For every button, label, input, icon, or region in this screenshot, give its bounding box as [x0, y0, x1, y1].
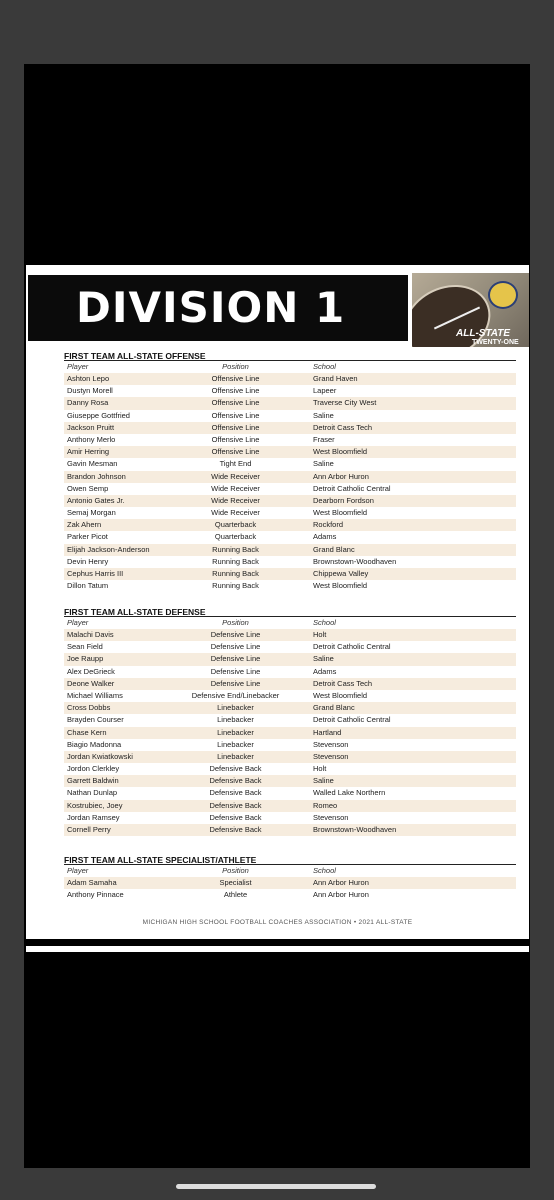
- player-school: Saline: [313, 459, 334, 469]
- player-position: Defensive End/Linebacker: [191, 690, 280, 700]
- offense-rows: [64, 373, 516, 592]
- player-name: Zak Ahern: [67, 520, 102, 530]
- table-row: [64, 556, 516, 568]
- player-school: West Bloomfield: [313, 447, 368, 457]
- player-position: Defensive Back: [209, 825, 262, 834]
- col-player: Player: [67, 618, 89, 627]
- player-position: Linebacker: [217, 727, 254, 737]
- player-position: Defensive Back: [209, 788, 262, 798]
- player-name: Devin Henry: [67, 556, 109, 566]
- player-name: Gavin Mesman: [67, 459, 118, 469]
- player-school: Stevenson: [313, 739, 349, 749]
- player-name: Brayden Courser: [67, 715, 124, 725]
- player-name: Amir Herring: [67, 447, 110, 457]
- table-row: [64, 385, 516, 397]
- player-name: Alex DeGrieck: [67, 666, 115, 676]
- player-position: Quarterback: [214, 532, 257, 542]
- table-row: [64, 458, 516, 470]
- player-position: Running Back: [212, 544, 259, 554]
- player-school: Ann Arbor Huron: [313, 890, 369, 900]
- player-position: Wide Receiver: [211, 508, 260, 518]
- player-position: Defensive Line: [210, 630, 261, 639]
- player-name: Cross Dobbs: [67, 703, 111, 713]
- col-position: Position: [222, 866, 249, 875]
- player-name: Chase Kern: [67, 727, 107, 737]
- table-row: [64, 531, 516, 543]
- player-position: Defensive Back: [209, 776, 262, 786]
- table-row: [64, 751, 516, 763]
- table-row: [64, 775, 516, 787]
- player-name: Semaj Morgan: [67, 508, 116, 518]
- player-name: Dillon Tatum: [67, 581, 109, 591]
- player-name: Dustyn Morell: [67, 386, 113, 396]
- player-position: Defensive Back: [209, 800, 262, 810]
- column-headers: [64, 361, 516, 373]
- player-position: Offensive Line: [211, 447, 260, 457]
- player-school: Fraser: [313, 434, 335, 444]
- player-position: Specialist: [219, 878, 252, 887]
- table-row: [64, 800, 516, 812]
- col-position: Position: [222, 618, 249, 627]
- player-name: Cephus Harris III: [67, 569, 124, 578]
- table-row: [64, 641, 516, 653]
- player-name: Giuseppe Gottfried: [67, 410, 130, 420]
- player-school: Saline: [313, 410, 334, 420]
- section-heading: FIRST TEAM ALL-STATE DEFENSE: [64, 607, 516, 617]
- player-position: Linebacker: [217, 703, 254, 713]
- player-school: Adams: [313, 532, 337, 542]
- table-row: [64, 373, 516, 385]
- col-school: School: [313, 618, 336, 627]
- player-position: Wide Receiver: [211, 495, 260, 505]
- player-school: Detroit Catholic Central: [313, 642, 391, 652]
- player-position: Defensive Line: [210, 642, 261, 652]
- player-name: Brandon Johnson: [67, 471, 126, 481]
- table-row: [64, 739, 516, 751]
- player-name: Deone Walker: [67, 678, 115, 688]
- document-page: [26, 265, 529, 939]
- player-school: Stevenson: [313, 812, 349, 822]
- player-school: Ann Arbor Huron: [313, 878, 369, 887]
- page-title: DIVISION 1: [76, 283, 346, 332]
- player-school: Saline: [313, 654, 334, 664]
- table-row: [64, 446, 516, 458]
- section-heading: FIRST TEAM ALL-STATE SPECIALIST/ATHLETE: [64, 855, 516, 865]
- table-row: [64, 690, 516, 702]
- column-headers: [64, 617, 516, 629]
- player-name: Jordan Ramsey: [67, 812, 120, 822]
- player-school: Holt: [313, 764, 327, 774]
- player-position: Linebacker: [217, 739, 254, 749]
- footer-credit: MICHIGAN HIGH SCHOOL FOOTBALL COACHES ASSOCIATION • 2021 ALL-STATE: [142, 919, 413, 926]
- title-banner: [28, 275, 408, 341]
- player-position: Athlete: [223, 890, 248, 900]
- logo-line1: ALL-STATE: [456, 328, 511, 339]
- logo-line2: TWENTY-ONE: [472, 339, 519, 346]
- player-school: Hartland: [313, 727, 342, 737]
- player-position: Offensive Line: [211, 374, 260, 383]
- player-name: Anthony Pinnace: [67, 890, 124, 900]
- player-name: Kostrubiec, Joey: [67, 800, 123, 810]
- table-row: [64, 877, 516, 889]
- player-position: Quarterback: [214, 520, 257, 530]
- player-school: Detroit Catholic Central: [313, 715, 391, 725]
- player-school: West Bloomfield: [313, 581, 368, 591]
- player-name: Owen Semp: [67, 483, 109, 493]
- player-school: Romeo: [313, 800, 338, 810]
- player-school: Stevenson: [313, 751, 349, 761]
- table-row: [64, 678, 516, 690]
- defense-rows: [64, 629, 516, 836]
- specialist-section: [64, 855, 516, 901]
- player-position: Offensive Line: [211, 386, 260, 396]
- table-row: [64, 812, 516, 824]
- player-school: Grand Haven: [313, 374, 358, 383]
- player-name: Joe Raupp: [67, 654, 104, 664]
- table-row: [64, 434, 516, 446]
- player-school: Brownstown-Woodhaven: [313, 825, 397, 834]
- player-school: Detroit Cass Tech: [313, 678, 373, 688]
- player-position: Offensive Line: [211, 398, 260, 408]
- player-name: Garrett Baldwin: [67, 776, 119, 786]
- table-row: [64, 410, 516, 422]
- table-row: [64, 714, 516, 726]
- player-school: Dearborn Fordson: [313, 495, 374, 505]
- table-row: [64, 471, 516, 483]
- player-position: Wide Receiver: [211, 483, 260, 493]
- offense-section: [64, 351, 516, 592]
- player-position: Defensive Line: [210, 666, 261, 676]
- player-school: Holt: [313, 630, 327, 639]
- all-state-logo: [412, 273, 529, 347]
- player-name: Michael Williams: [67, 690, 123, 700]
- player-name: Danny Rosa: [67, 398, 109, 408]
- table-row: [64, 666, 516, 678]
- col-player: Player: [67, 866, 89, 875]
- section-heading: FIRST TEAM ALL-STATE OFFENSE: [64, 351, 516, 361]
- player-school: Chippewa Valley: [313, 569, 369, 578]
- player-position: Offensive Line: [211, 410, 260, 420]
- col-position: Position: [222, 362, 249, 371]
- player-position: Defensive Line: [210, 678, 261, 688]
- player-school: West Bloomfield: [313, 508, 368, 518]
- player-name: Antonio Gates Jr.: [67, 495, 125, 505]
- player-school: Ann Arbor Huron: [313, 471, 369, 481]
- home-indicator[interactable]: [176, 1184, 376, 1189]
- player-position: Running Back: [212, 556, 259, 566]
- player-position: Offensive Line: [211, 422, 260, 432]
- defense-section: [64, 607, 516, 836]
- divider: [26, 946, 529, 952]
- player-name: Jordan Kwiatkowski: [67, 751, 133, 761]
- table-row: [64, 824, 516, 836]
- player-position: Defensive Back: [209, 764, 262, 774]
- player-school: Saline: [313, 776, 334, 786]
- player-position: Linebacker: [217, 715, 254, 725]
- player-name: Jackson Pruitt: [67, 422, 115, 432]
- player-name: Elijah Jackson-Anderson: [67, 544, 150, 554]
- player-position: Running Back: [212, 581, 259, 591]
- mhsfca-seal-icon: [488, 281, 518, 309]
- table-row: [64, 580, 516, 592]
- player-position: Defensive Line: [210, 654, 261, 664]
- player-school: Grand Blanc: [313, 544, 355, 554]
- table-row: [64, 727, 516, 739]
- player-name: Nathan Dunlap: [67, 788, 118, 798]
- player-position: Tight End: [219, 459, 252, 469]
- player-name: Biagio Madonna: [67, 739, 122, 749]
- player-name: Ashton Lepo: [67, 374, 110, 383]
- col-player: Player: [67, 362, 89, 371]
- specialist-rows: [64, 877, 516, 901]
- player-name: Adam Samaha: [67, 878, 117, 887]
- player-name: Sean Field: [67, 642, 103, 652]
- table-row: [64, 519, 516, 531]
- player-school: West Bloomfield: [313, 690, 368, 700]
- table-row: [64, 702, 516, 714]
- table-row: [64, 889, 516, 901]
- player-name: Malachi Davis: [67, 630, 114, 639]
- player-school: Rockford: [313, 520, 344, 530]
- player-school: Lapeer: [313, 386, 337, 396]
- table-row: [64, 629, 516, 641]
- table-row: [64, 544, 516, 556]
- player-school: Walled Lake Northern: [313, 788, 386, 798]
- player-position: Defensive Back: [209, 812, 262, 822]
- player-position: Offensive Line: [211, 434, 260, 444]
- table-row: [64, 422, 516, 434]
- table-row: [64, 483, 516, 495]
- player-school: Adams: [313, 666, 337, 676]
- column-headers: [64, 865, 516, 877]
- player-school: Detroit Cass Tech: [313, 422, 373, 432]
- player-name: Jordon Clerkley: [67, 764, 120, 774]
- player-school: Detroit Catholic Central: [313, 483, 391, 493]
- player-school: Grand Blanc: [313, 703, 355, 713]
- player-name: Cornell Perry: [67, 825, 111, 834]
- player-name: Anthony Merlo: [67, 434, 116, 444]
- table-row: [64, 763, 516, 775]
- table-row: [64, 507, 516, 519]
- player-school: Traverse City West: [313, 398, 377, 408]
- col-school: School: [313, 866, 336, 875]
- player-name: Parker Picot: [67, 532, 108, 542]
- table-row: [64, 653, 516, 665]
- table-row: [64, 568, 516, 580]
- table-row: [64, 397, 516, 409]
- player-school: Brownstown-Woodhaven: [313, 556, 397, 566]
- table-row: [64, 787, 516, 799]
- player-position: Running Back: [212, 569, 259, 578]
- table-row: [64, 495, 516, 507]
- player-position: Wide Receiver: [211, 471, 260, 481]
- col-school: School: [313, 362, 336, 371]
- player-position: Linebacker: [217, 751, 254, 761]
